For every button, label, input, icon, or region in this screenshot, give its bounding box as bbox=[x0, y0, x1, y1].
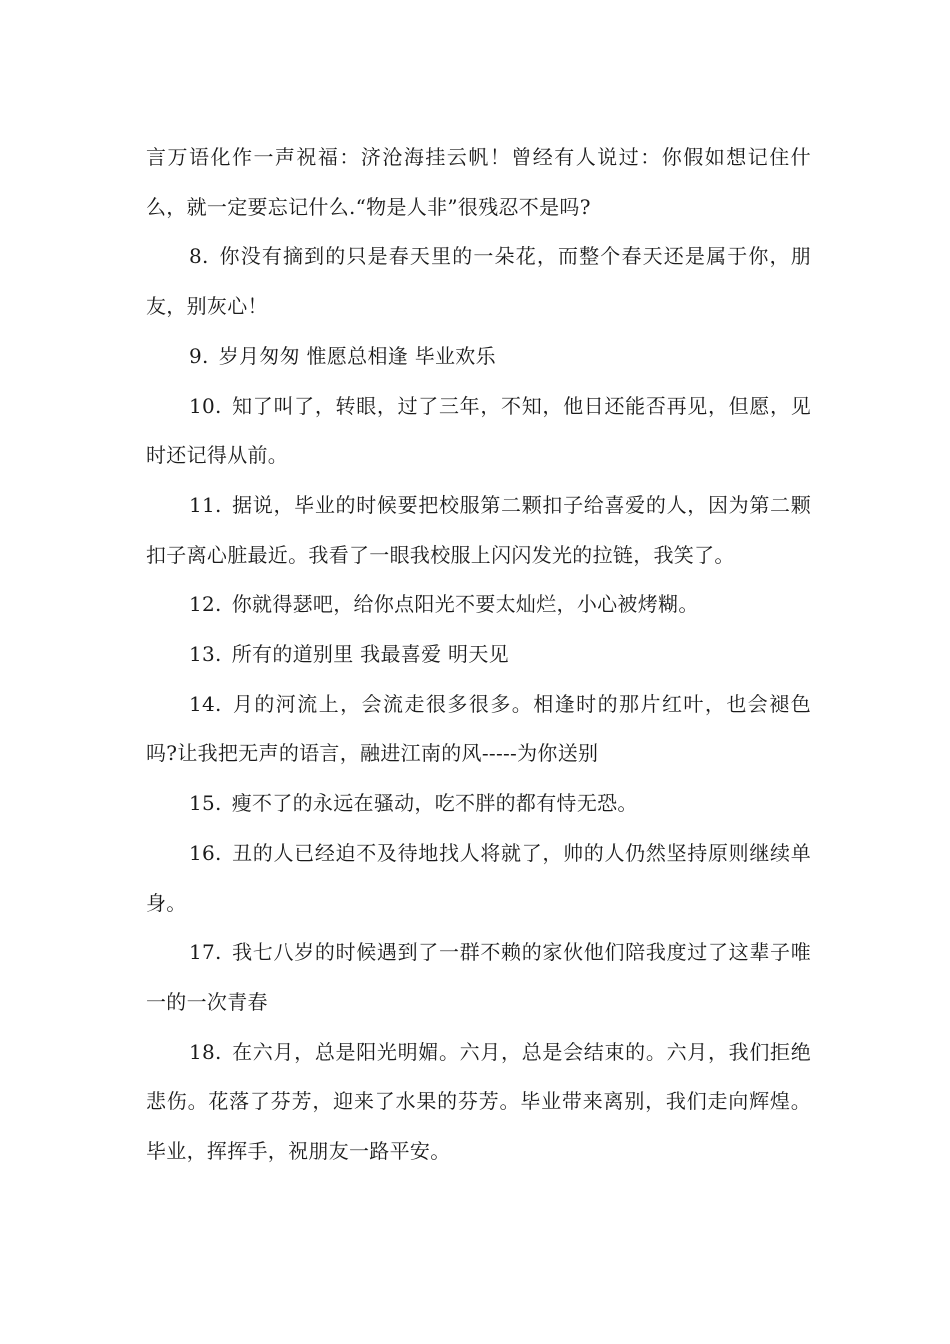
item-text: 你就得瑟吧，给你点阳光不要太灿烂，小心被烤糊。 bbox=[231, 592, 699, 617]
item-number: 8. bbox=[189, 244, 209, 269]
item-text: 所有的道别里 我最喜爱 明天见 bbox=[231, 642, 509, 667]
list-item-11 bbox=[146, 481, 811, 580]
item-number: 15. bbox=[189, 791, 222, 816]
item-number: 18. bbox=[189, 1039, 222, 1064]
item-number: 10. bbox=[189, 393, 222, 418]
list-item-15 bbox=[146, 779, 811, 829]
item-text: 在六月，总是阳光明媚。六月，总是会结束的。六月，我们拒绝悲伤。花落了芬芳，迎来了水果的芬芳。毕业带来离别，我们走向辉煌。毕业，挥挥手，祝朋友一路平安。 bbox=[146, 1039, 811, 1164]
item-text: 月的河流上，会流走很多很多。相逢时的那片红叶，也会褪色吗?让我把无声的语言，融进江南的风-----为你送别 bbox=[146, 691, 811, 766]
list-item-12 bbox=[146, 580, 811, 630]
item-number: 16. bbox=[189, 840, 222, 865]
list-item-14 bbox=[146, 680, 811, 779]
item-number: 9. bbox=[189, 343, 209, 368]
item-text: 岁月匆匆 惟愿总相逢 毕业欢乐 bbox=[218, 343, 496, 368]
list-item-8 bbox=[146, 232, 811, 331]
list-item-17 bbox=[146, 928, 811, 1027]
item-text: 瘦不了的永远在骚动，吃不胖的都有恃无恐。 bbox=[231, 791, 638, 816]
item-text: 知了叫了，转眼，过了三年，不知，他日还能否再见，但愿，见时还记得从前。 bbox=[146, 393, 811, 468]
item-number: 14. bbox=[189, 691, 222, 716]
list-item-16 bbox=[146, 829, 811, 928]
item-text: 据说，毕业的时候要把校服第二颗扣子给喜爱的人，因为第二颗扣子离心脏最近。我看了一眼我校服上闪闪发光的拉链，我笑了。 bbox=[146, 492, 811, 567]
item-text: 你没有摘到的只是春天里的一朵花，而整个春天还是属于你，朋友，别灰心！ bbox=[146, 244, 811, 319]
item-number: 11. bbox=[189, 492, 222, 517]
list-item-10 bbox=[146, 382, 811, 481]
item-number: 13. bbox=[189, 642, 222, 667]
list-item-13 bbox=[146, 630, 811, 680]
item-text: 丑的人已经迫不及待地找人将就了，帅的人仍然坚持原则继续单身。 bbox=[146, 840, 811, 915]
document-body bbox=[146, 133, 811, 1177]
paragraph-continued bbox=[146, 133, 811, 232]
item-number: 12. bbox=[189, 592, 222, 617]
list-item-18 bbox=[146, 1028, 811, 1177]
list-item-9 bbox=[146, 332, 811, 382]
item-text: 我七八岁的时候遇到了一群不赖的家伙他们陪我度过了这辈子唯一的一次青春 bbox=[146, 940, 811, 1014]
paragraph-text: 言万语化作一声祝福：济沧海挂云帆！曾经有人说过：你假如想记住什么，就一定要忘记什么.“物是人非”很残忍不是吗? bbox=[146, 145, 811, 219]
item-number: 17. bbox=[189, 940, 222, 965]
